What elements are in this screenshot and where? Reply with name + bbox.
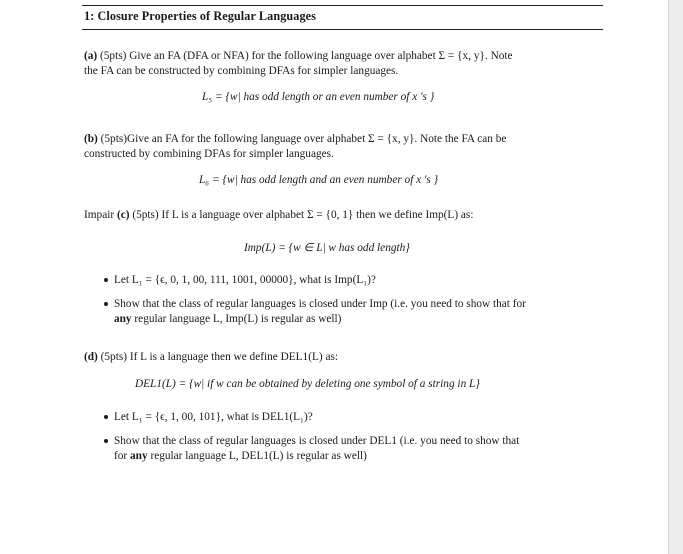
part-a-line-1 [84, 49, 513, 63]
part-d-bullet-2-line-2 [114, 449, 367, 463]
part-d-formula: DEL1(L) = {w| if w can be obtained by deleting one symbol of a string in L} [135, 378, 480, 390]
part-c-label: (c) [116, 209, 130, 221]
part-d-for: for [114, 450, 128, 462]
vertical-scrollbar[interactable] [668, 0, 683, 554]
part-d-bullet-2-line-1: Show that the class of regular languages is closed under DEL1 (i.e. you need to show that [114, 435, 520, 447]
part-d-line-1 [84, 350, 338, 364]
part-c-text-1: (5pts) If L is a language over alphabet Σ = {0, 1} then we define Imp(L) as: [132, 209, 474, 221]
part-c-prefix: Impair [84, 209, 115, 221]
part-b-label: (b) [84, 133, 98, 145]
part-d-bullet-2-rest: regular language L, DEL1(L) is regular as well) [150, 450, 367, 462]
part-d-text-1: (5pts) If L is a language then we define DEL1(L) as: [100, 351, 338, 363]
part-b-line-2: constructed by combining DFAs for simpler languages. [84, 148, 334, 160]
part-c-line-1 [84, 208, 473, 222]
part-c-bullet-1-dot [104, 278, 108, 282]
part-d-any: any [130, 450, 148, 462]
part-c-bullet-2-rest: regular language L, Imp(L) is regular as well) [134, 313, 342, 325]
part-c-bullet-2-dot [104, 302, 108, 306]
part-d-bullet-1-dot [104, 415, 108, 419]
section-title: 1: Closure Properties of Regular Languages [84, 9, 317, 23]
part-c-bullet-2-line-2 [114, 312, 341, 326]
part-d-label: (d) [84, 351, 98, 363]
part-a-formula: L₅ = {w| has odd length or an even number of x 's } [202, 91, 435, 103]
title-underline [82, 29, 603, 30]
part-c-bullet-1: Let L₁ = {ϵ, 0, 1, 00, 111, 1001, 00000}, what is Imp(L₁)? [114, 274, 376, 286]
part-b-line-1 [84, 132, 506, 146]
top-rule [82, 5, 603, 6]
part-a-label: (a) [84, 50, 98, 62]
part-c-bullet-2-line-1: Show that the class of regular languages is closed under Imp (i.e. you need to show that for [114, 298, 526, 310]
part-c-any: any [114, 313, 132, 325]
part-d-bullet-2-dot [104, 439, 108, 443]
part-d-bullet-1: Let L₁ = {ϵ, 1, 00, 101}, what is DEL1(L₁)? [114, 411, 313, 423]
part-c-formula: Imp(L) = {w ∈ L| w has odd length} [244, 242, 410, 254]
part-a-line-2: the FA can be constructed by combining DFAs for simpler languages. [84, 65, 399, 77]
part-b-text-1: (5pts)Give an FA for the following language over alphabet Σ = {x, y}. Note the FA can be [100, 133, 507, 145]
part-a-text-1: (5pts) Give an FA (DFA or NFA) for the following language over alphabet Σ = {x, y}. Note [100, 50, 513, 62]
part-b-formula: L₆ = {w| has odd length and an even number of x 's } [199, 174, 439, 186]
